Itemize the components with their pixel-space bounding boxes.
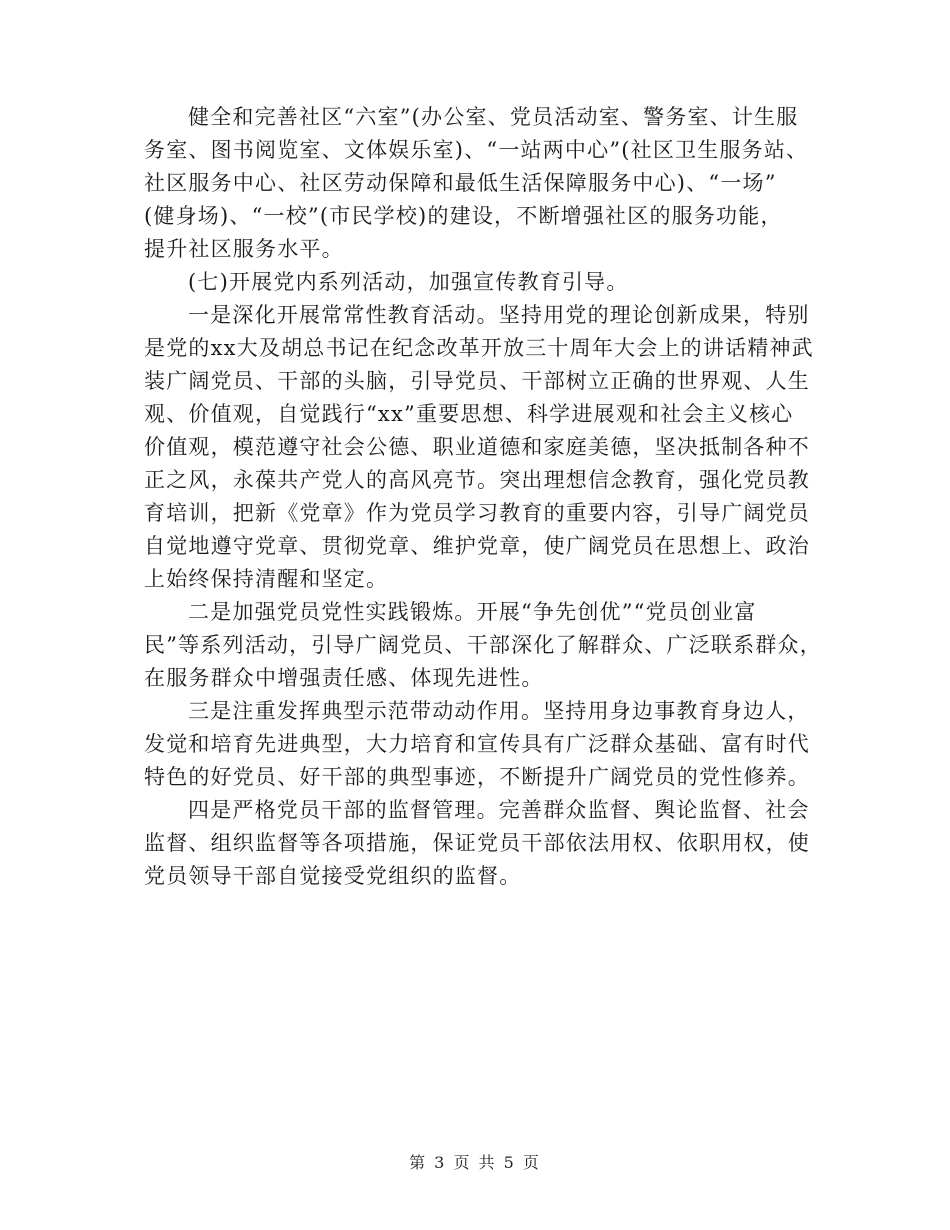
paragraph-education-activities: [144, 299, 814, 596]
text-line: 价值观，模范遵守社会公德、职业道德和家庭美德，坚决抵制各种不: [144, 435, 810, 459]
text-line: 健全和完善社区“六室”(办公室、党员活动室、警务室、计生服: [188, 105, 799, 129]
text-line: 育培训，把新《党章》作为党员学习教育的重要内容，引导广阔党员: [144, 501, 810, 525]
text-line: 发觉和培育先进典型，大力培育和宣传具有广泛群众基础、富有时代: [144, 732, 810, 756]
text-line: 上始终保持清醒和坚定。: [144, 567, 389, 591]
text-line: 一是深化开展常常性教育活动。坚持用党的理论创新成果，特别: [188, 303, 810, 327]
section-heading: [144, 266, 814, 299]
text-line: 正之风，永葆共产党人的高风亮节。突出理想信念教育，强化党员教: [144, 468, 810, 492]
text-line: 观、价值观，自觉践行“xx”重要思想、科学进展观和社会主义核心: [144, 402, 794, 426]
paragraph-role-models: [144, 695, 814, 794]
paragraph-supervision: [144, 794, 814, 893]
text-line: (健身场)、“一校”(市民学校)的建设，不断增强社区的服务功能，: [144, 204, 783, 228]
text-line: 自觉地遵守党章、贯彻党章、维护党章，使广阔党员在思想上、政治: [144, 534, 810, 558]
text-line: 监督、组织监督等各项措施，保证党员干部依法用权、依职用权，使: [144, 831, 810, 855]
text-line: (七)开展党内系列活动，加强宣传教育引导。: [188, 270, 629, 294]
paragraph-practice-training: [144, 596, 822, 695]
text-line: 社区服务中心、社区劳动保障和最低生活保障服务中心)、“一场”: [144, 171, 777, 195]
paragraph-community-facilities: [144, 101, 814, 266]
page-number-footer: 第 3 页 共 5 页: [409, 1153, 541, 1172]
document-body: [144, 101, 822, 893]
text-line: 是党的xx大及胡总书记在纪念改革开放三十周年大会上的讲话精神武: [144, 336, 814, 360]
text-line: 民”等系列活动，引导广阔党员、干部深化了解群众、广泛联系群众，: [144, 633, 822, 657]
text-line: 在服务群众中增强责任感、体现先进性。: [144, 666, 544, 690]
text-line: 党员领导干部自觉接受党组织的监督。: [144, 864, 522, 888]
text-line: 装广阔党员、干部的头脑，引导党员、干部树立正确的世界观、人生: [144, 369, 810, 393]
text-line: 务室、图书阅览室、文体娱乐室)、“一站两中心”(社区卫生服务站、: [144, 138, 809, 162]
text-line: 三是注重发挥典型示范带动动作用。坚持用身边事教育身边人，: [188, 699, 810, 723]
text-line: 二是加强党员党性实践锻炼。开展“争先创优”“党员创业富: [188, 600, 757, 624]
text-line: 提升社区服务水平。: [144, 237, 344, 261]
text-line: 特色的好党员、好干部的典型事迹，不断提升广阔党员的党性修养。: [144, 765, 810, 789]
text-line: 四是严格党员干部的监督管理。完善群众监督、舆论监督、社会: [188, 798, 810, 822]
